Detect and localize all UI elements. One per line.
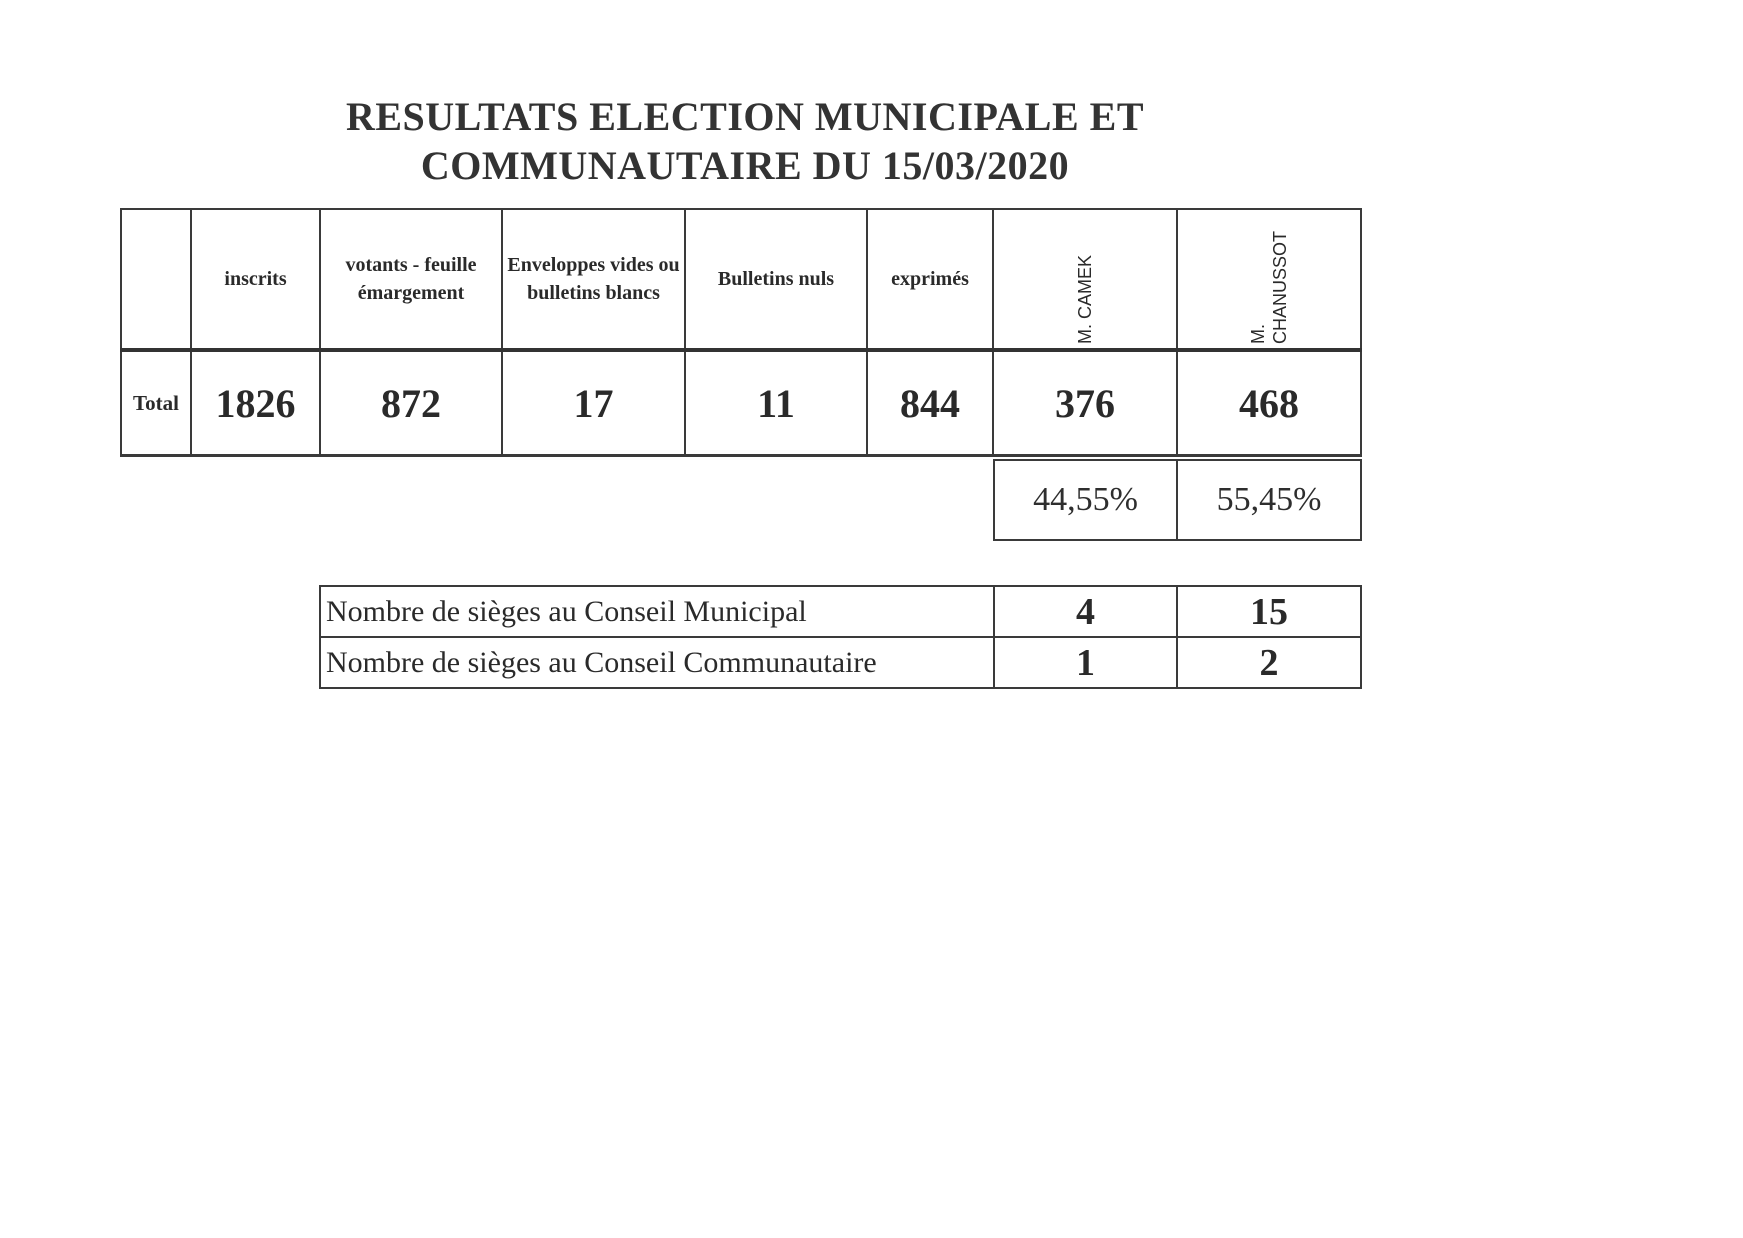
header-inscrits: inscrits <box>191 209 320 350</box>
total-label: Total <box>121 350 191 456</box>
candidate-1-name: M. CAMEK <box>1075 254 1095 344</box>
results-table <box>120 208 1362 457</box>
percent-candidate-1: 44,55% <box>994 460 1177 540</box>
header-nuls: Bulletins nuls <box>685 209 867 350</box>
percentages-row <box>994 460 1361 540</box>
percentages-table <box>993 459 1362 541</box>
header-candidate-2 <box>1177 209 1361 350</box>
total-blancs: 17 <box>502 350 685 456</box>
total-row <box>121 350 1361 456</box>
seats-communautaire-candidate-2: 2 <box>1177 637 1361 688</box>
total-candidate-2: 468 <box>1177 350 1361 456</box>
total-candidate-1: 376 <box>993 350 1177 456</box>
seats-municipal-candidate-2: 15 <box>1177 586 1361 637</box>
seats-municipal-label: Nombre de sièges au Conseil Municipal <box>320 586 994 637</box>
header-corner-cell <box>121 209 191 350</box>
total-inscrits: 1826 <box>191 350 320 456</box>
title-line-2: COMMUNAUTAIRE DU 15/03/2020 <box>420 143 1070 188</box>
seats-table <box>319 585 1362 689</box>
candidate-2-name: M. CHANUSSOT <box>1248 230 1290 344</box>
seats-communautaire-candidate-1: 1 <box>994 637 1177 688</box>
header-blancs: Enveloppes vides ou bulletins blancs <box>502 209 685 350</box>
document-title <box>0 92 1490 190</box>
header-votants: votants - feuille émargement <box>320 209 502 350</box>
seats-row-municipal <box>320 586 1361 637</box>
header-row <box>121 209 1361 350</box>
header-candidate-1 <box>993 209 1177 350</box>
header-exprimes: exprimés <box>867 209 993 350</box>
percent-candidate-2: 55,45% <box>1177 460 1361 540</box>
title-line-1: RESULTATS ELECTION MUNICIPALE ET <box>345 94 1145 139</box>
seats-row-communautaire <box>320 637 1361 688</box>
total-exprimes: 844 <box>867 350 993 456</box>
seats-communautaire-label: Nombre de sièges au Conseil Communautaire <box>320 637 994 688</box>
total-nuls: 11 <box>685 350 867 456</box>
total-votants: 872 <box>320 350 502 456</box>
seats-municipal-candidate-1: 4 <box>994 586 1177 637</box>
